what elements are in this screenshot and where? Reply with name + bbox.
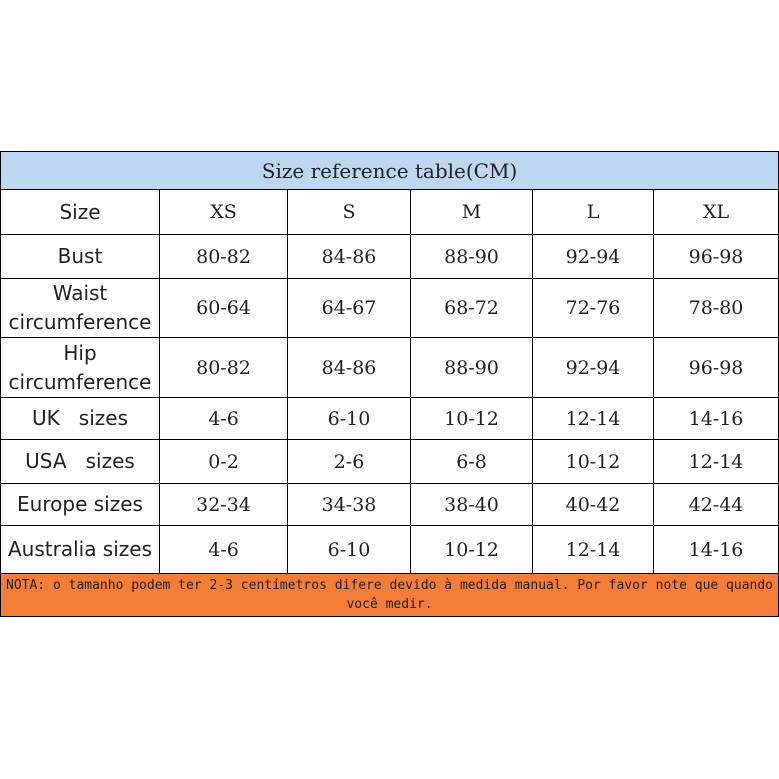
size-header-xs: XS — [160, 190, 288, 235]
row-label: Bust — [1, 235, 160, 279]
size-header-s: S — [288, 190, 411, 235]
header-label: Size — [1, 190, 160, 235]
table-cell: 84-86 — [288, 235, 411, 279]
table-cell: 6-10 — [288, 526, 411, 574]
table-cell: 38-40 — [411, 484, 533, 526]
table-cell: 34-38 — [288, 484, 411, 526]
table-cell: 12-14 — [654, 440, 779, 484]
table-cell: 92-94 — [533, 338, 654, 398]
table-cell: 2-6 — [288, 440, 411, 484]
header-row — [1, 190, 779, 235]
table-cell: 4-6 — [160, 398, 288, 440]
table-cell: 72-76 — [533, 279, 654, 338]
table-cell: 84-86 — [288, 338, 411, 398]
table-title-row — [1, 152, 779, 190]
table-cell: 10-12 — [411, 398, 533, 440]
row-label: Australia sizes — [1, 526, 160, 574]
table-row-hip — [1, 338, 779, 398]
size-table — [0, 151, 779, 617]
table-row-waist — [1, 279, 779, 338]
table-row-uk — [1, 398, 779, 440]
table-cell: 42-44 — [654, 484, 779, 526]
note-row — [1, 574, 779, 617]
table-cell: 64-67 — [288, 279, 411, 338]
table-cell: 0-2 — [160, 440, 288, 484]
table-cell: 14-16 — [654, 526, 779, 574]
row-label: UK sizes — [1, 398, 160, 440]
table-cell: 80-82 — [160, 235, 288, 279]
table-cell: 12-14 — [533, 526, 654, 574]
table-cell: 32-34 — [160, 484, 288, 526]
size-header-l: L — [533, 190, 654, 235]
table-cell: 10-12 — [533, 440, 654, 484]
table-cell: 10-12 — [411, 526, 533, 574]
table-cell: 60-64 — [160, 279, 288, 338]
table-cell: 88-90 — [411, 338, 533, 398]
table-cell: 40-42 — [533, 484, 654, 526]
table-cell: 78-80 — [654, 279, 779, 338]
table-cell: 14-16 — [654, 398, 779, 440]
row-label: Hip circumference — [1, 338, 160, 398]
table-cell: 96-98 — [654, 235, 779, 279]
table-cell: 68-72 — [411, 279, 533, 338]
table-title: Size reference table(CM) — [1, 152, 779, 190]
table-cell: 4-6 — [160, 526, 288, 574]
row-label: Waist circumference — [1, 279, 160, 338]
table-row-bust — [1, 235, 779, 279]
measurement-note: NOTA: o tamanho podem ter 2-3 centímetros difere devido à medida manual. Por favor note que quando você medir. — [1, 574, 779, 617]
table-cell: 80-82 — [160, 338, 288, 398]
row-label: Europe sizes — [1, 484, 160, 526]
table-cell: 88-90 — [411, 235, 533, 279]
row-label: USA sizes — [1, 440, 160, 484]
table-cell: 6-10 — [288, 398, 411, 440]
size-header-m: M — [411, 190, 533, 235]
table-row-usa — [1, 440, 779, 484]
size-header-xl: XL — [654, 190, 779, 235]
table-row-australia — [1, 526, 779, 574]
table-row-europe — [1, 484, 779, 526]
table-cell: 12-14 — [533, 398, 654, 440]
table-cell: 92-94 — [533, 235, 654, 279]
table-cell: 6-8 — [411, 440, 533, 484]
table-cell: 96-98 — [654, 338, 779, 398]
size-chart — [0, 151, 778, 617]
